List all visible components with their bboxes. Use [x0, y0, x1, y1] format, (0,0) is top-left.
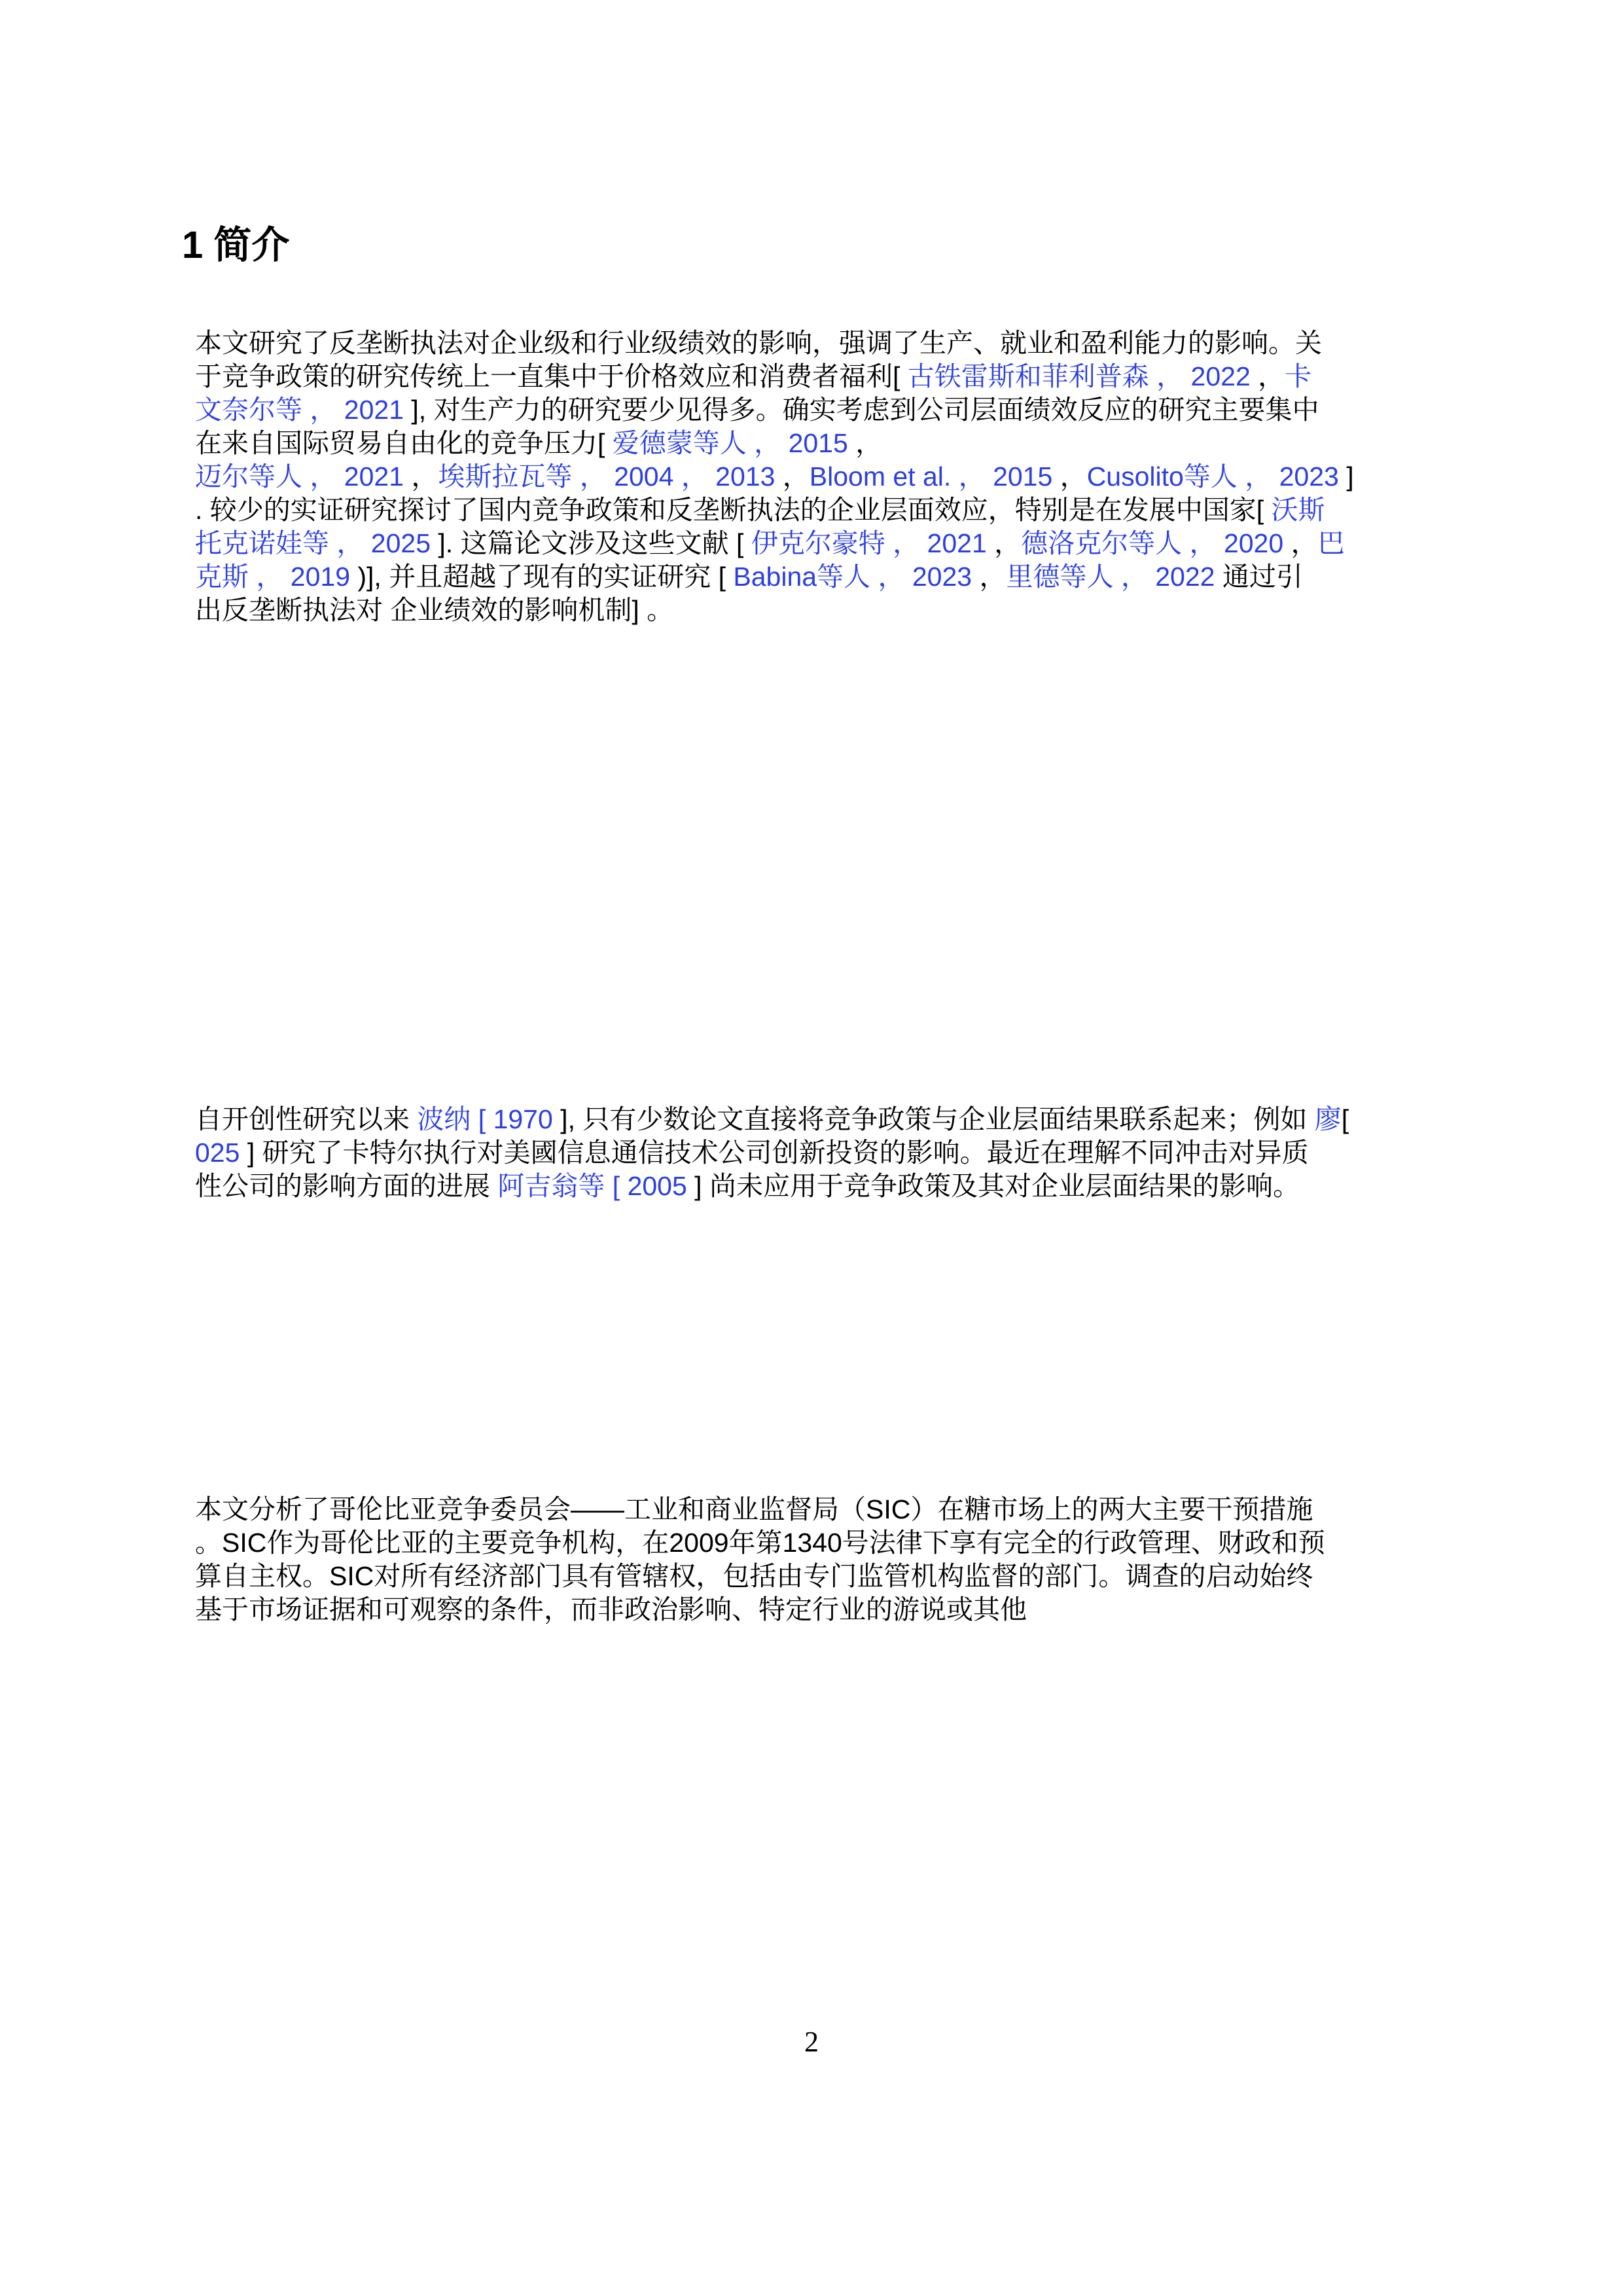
text-line — [195, 1526, 1325, 1560]
text-segment: ， — [404, 461, 438, 492]
paragraph — [195, 327, 1354, 627]
citation-link[interactable]: 托克诺娃等 ， 2025 — [195, 528, 431, 558]
citation-link[interactable]: Cusolito等人 ， 2023 — [1086, 461, 1339, 492]
text-line — [195, 1136, 1349, 1170]
citation-link[interactable]: 爱德蒙等人 ， 2015 — [612, 428, 848, 458]
citation-link[interactable]: 巴 — [1317, 528, 1345, 558]
text-line — [195, 1170, 1349, 1203]
text-line — [195, 594, 1354, 627]
text-line — [195, 427, 1354, 460]
text-segment: 自开创性研究以来 — [195, 1104, 418, 1134]
text-segment: )], 并且超越了现有的实证研究 [ — [350, 562, 734, 592]
text-line — [195, 360, 1354, 393]
text-segment: ， — [1052, 461, 1087, 492]
citation-link[interactable]: 阿吉翁等 [ 2005 — [497, 1171, 687, 1201]
section-number: 1 — [182, 224, 204, 266]
text-line — [195, 1493, 1325, 1526]
text-segment: 本文分析了哥伦比亚竞争委员会——工业和商业监督局（SIC）在糖市场上的两大主要干预措施 — [195, 1494, 1313, 1524]
citation-link[interactable]: 德洛克尔等人 ， 2020 — [1021, 528, 1284, 558]
text-line — [195, 527, 1354, 560]
citation-link[interactable]: 025 — [195, 1138, 240, 1168]
page-number: 2 — [804, 2026, 819, 2058]
text-segment: 通过引 — [1215, 562, 1303, 592]
citation-link[interactable]: 克斯 ， 2019 — [195, 562, 350, 592]
text-line — [195, 327, 1354, 360]
text-segment: ], 只有少数论文直接将竞争政策与企业层面结果联系起来；例如 — [552, 1104, 1315, 1134]
text-segment: 基于市场证据和可观察的条件，而非政治影响、特定行业的游说或其他 — [195, 1594, 1027, 1624]
text-segment: ] 研究了卡特尔执行对美國信息通信技术公司创新投资的影响。最近在理解不同冲击对异质 — [240, 1138, 1309, 1168]
text-segment: ] — [1338, 461, 1354, 492]
section-heading — [182, 219, 289, 272]
citation-link[interactable]: 伊克尔豪特 ， 2021 — [751, 528, 987, 558]
text-segment: 在来自国际贸易自由化的竞争压力[ — [195, 428, 613, 458]
text-segment: . 较少的实证研究探讨了国内竞争政策和反垄断执法的企业层面效应，特别是在发展中国家[ — [195, 495, 1272, 525]
text-line — [195, 460, 1354, 493]
text-segment: ， — [775, 461, 810, 492]
text-line — [195, 1593, 1325, 1626]
paragraph — [195, 1103, 1349, 1203]
citation-link[interactable]: 沃斯 — [1271, 495, 1325, 525]
citation-link[interactable]: 里德等人 ， 2022 — [1006, 562, 1215, 592]
text-segment: ] 尚未应用于竞争政策及其对企业层面结果的影响。 — [687, 1171, 1300, 1201]
citation-link[interactable]: Babina等人 ， 2023 — [733, 562, 972, 592]
text-segment: ， — [847, 428, 883, 458]
citation-link[interactable]: Bloom et al. ， 2015 — [809, 461, 1053, 492]
text-segment: ， — [1250, 361, 1285, 391]
citation-link[interactable]: 廖 — [1314, 1104, 1342, 1134]
text-line — [195, 1103, 1349, 1136]
text-line — [195, 560, 1354, 594]
text-line — [195, 1560, 1325, 1593]
text-segment: ], 对生产力的研究要少见得多。确实考虑到公司层面绩效反应的研究主要集中 — [404, 395, 1319, 425]
text-segment: ]. 这篇论文涉及这些文献 [ — [431, 528, 751, 558]
text-segment: 于竞争政策的研究传统上一直集中于价格效应和消费者福利[ — [195, 361, 908, 391]
text-segment: ， — [1283, 528, 1318, 558]
text-segment: 出反垄断执法对 企业绩效的影响机制] 。 — [195, 595, 674, 625]
text-segment: 算自主权。SIC对所有经济部门具有管辖权，包括由专门监管机构监督的部门。调查的启动始终 — [195, 1561, 1313, 1591]
citation-link[interactable]: 迈尔等人 ， 2021 — [195, 461, 404, 492]
text-segment: [ — [1341, 1104, 1349, 1134]
citation-link[interactable]: 文奈尔等 ， 2021 — [195, 395, 404, 425]
section-title: 简介 — [213, 224, 290, 266]
text-line — [195, 393, 1354, 427]
text-segment: ， — [972, 562, 1007, 592]
paragraph — [195, 1493, 1325, 1626]
text-segment: 本文研究了反垄断执法对企业级和行业级绩效的影响，强调了生产、就业和盈利能力的影响。关 — [195, 328, 1322, 358]
text-segment: 。SIC作为哥伦比亚的主要竞争机构，在2009年第1340号法律下享有完全的行政管理、财政和预 — [195, 1528, 1325, 1558]
text-segment: 性公司的影响方面的进展 — [195, 1171, 498, 1201]
citation-link[interactable]: 卡 — [1285, 361, 1312, 391]
citation-link[interactable]: 埃斯拉瓦等 ， 2004 ， 2013 — [438, 461, 776, 492]
citation-link[interactable]: 古铁雷斯和菲利普森 ， 2022 — [907, 361, 1251, 391]
citation-link[interactable]: 波纳 [ 1970 — [417, 1104, 553, 1134]
text-line — [195, 493, 1354, 527]
text-segment: ， — [986, 528, 1022, 558]
